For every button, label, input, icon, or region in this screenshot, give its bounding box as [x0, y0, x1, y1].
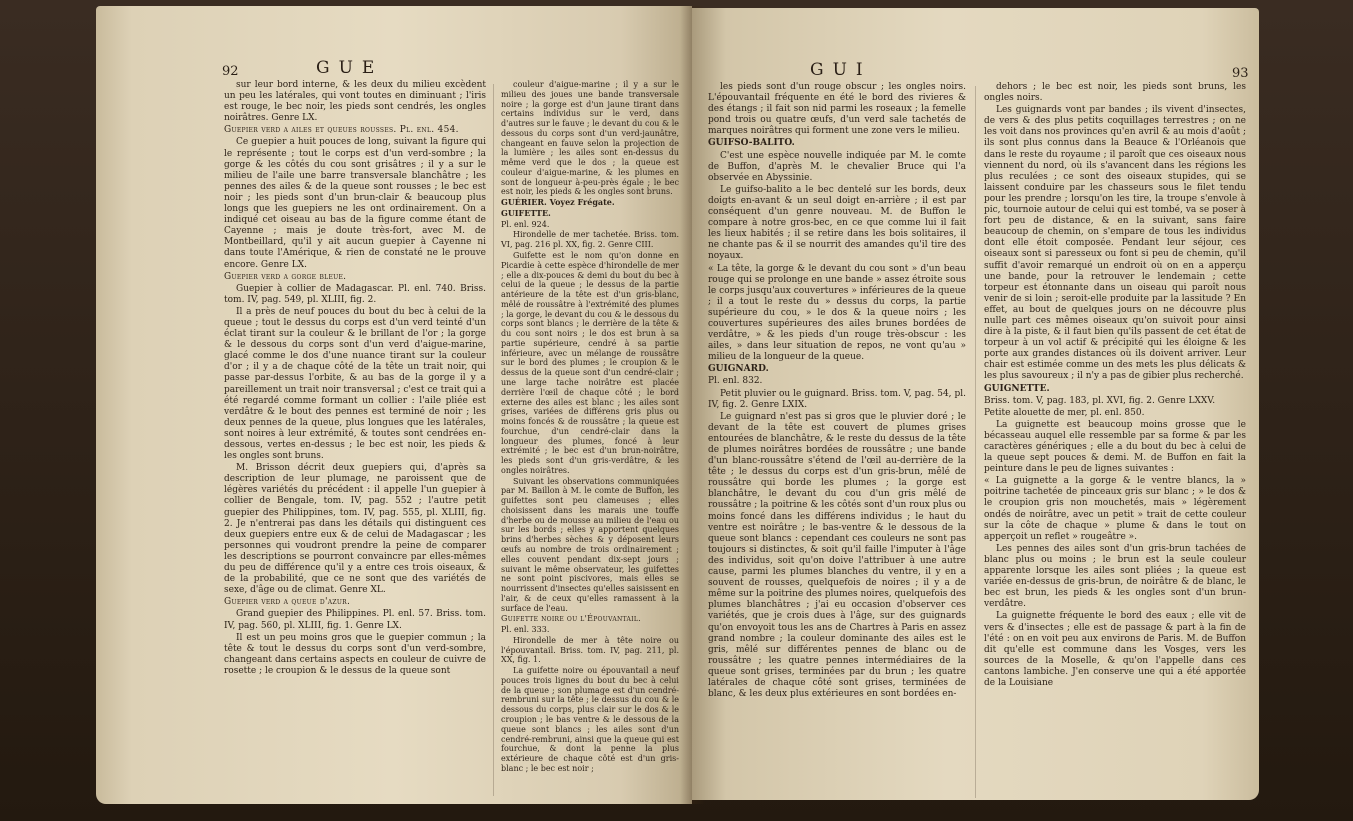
entry-heading: GUIFSO-BALITO. [708, 138, 795, 149]
left-page-number: 92 [222, 64, 239, 79]
paragraph: La guignette fréquente le bord des eaux ; elle vit de vers & d'insectes ; elle est de passage & part à la fin de l'été : on en voit peu aux environs de Paris. M. de Buffon dit qu'elle est commune dans les Vosges, vers les sources de la Moselle, & qu'on l'appelle dans ces cantons lambiche. J'en conserve une qui a été apportée de la Louisiane [984, 611, 1246, 688]
quotation: « La guignette a la gorge & le ventre blancs, la » poitrine tachetée de pinceaux gris sur blanc ; » le dos & le croupion gris non mouchetés, mais » légèrement ondés de noirâtre, avec un petit » trait de cette couleur sur la côte de chaque » plume & dans le tout on apperçoit un reflet » rougeâtre ». [984, 476, 1246, 542]
entry-heading: GUÉRIER. Voyez Frégate. [501, 197, 615, 208]
entry-heading: GUIGNETTE. [984, 383, 1050, 394]
entry-heading: Guifette noire ou l'Épouvantail. [501, 614, 641, 624]
paragraph: Ce guepier a huit pouces de long, suivant la figure qui le représente ; tout le corps est d'un verd-sombre ; la gorge & les côtés du cou sont grisâtres ; il y a sur le milieu de l'aile une barre transversale blanchâtre ; les pennes des ailes & de la queue sont rousses ; le bec est noir ; les pieds sont d'un brun-clair & beaucoup plus longs que les guepiers ne les ont ordinairement. On a indiqué cet oiseau au bas de la figure comme étant de Cayenne ; mais je doute très-fort, avec M. de Montbeillard, qu'il y ait aucun guepier à Cayenne ni dans toute l'Amérique, & rien de constaté ne le prouve encore. Genre LX. [224, 137, 486, 270]
paragraph: Grand guepier des Philippines. Pl. enl. 57. Briss. tom. IV, pag. 560, pl. XLIII, fig. 1. Genre LX. [224, 609, 486, 631]
paragraph: Le guifso-balito a le bec dentelé sur les bords, deux doigts en-avant & un seul doigt en-arrière ; il est par conséquent d'un genre nouveau. M. de Buffon le compare à notre gros-bec, en ce que comme lui il fait les lieux habités ; il se retire dans les bois solitaires, il ne chante pas & il se nourrit des amandes qu'il tire des noyaux. [708, 184, 966, 262]
paragraph: Il est un peu moins gros que le guepier commun ; la tête & tout le dessus du corps sont d'un verd-sombre, changeant dans certains aspects en couleur de cuivre de rosette ; le croupion & le dessus de la queue sont [224, 632, 486, 676]
paragraph: dehors ; le bec est noir, les pieds sont bruns, les ongles noirs. [984, 82, 1246, 104]
paragraph: Les pennes des ailes sont d'un gris-brun tachées de blanc plus ou moins ; le brun est la seule couleur apparente lorsque les ailes sont pliées ; la queue est variée en-dessus de gris-brun, de noirâtre & de blanc, le bec est brun, les pieds & les ongles sont d'un brun-verdâtre. [984, 543, 1246, 610]
right-page-number: 93 [1232, 66, 1249, 81]
paragraph: Les guignards vont par bandes ; ils vivent d'insectes, de vers & des plus petits coquillages terrestres ; on ne les voit dans nos provinces qu'en avril & au mois d'août ; ils sont plus connus dans la Beauce & l'Orléanois que dans le reste du royaume ; il paroît que ces oiseaux nous viennent du nord, où ils s'avancent dans les régions les plus reculées ; ce sont des oiseaux stupides, qui se laissent conduire par les chasseurs sous le filet tendu pour les prendre ; lorsqu'on les tire, la troupe s'envole à pic, tournoie autour de celui qui est tombé, va se poser à fort peu de distance, & en la suivant, sans faire beaucoup de chemin, on s'empare de tous les individus dont elle étoit composée. Pendant leur séjour, ces oiseaux sont si paresseux ou font si peu de chemin, qu'il suffit d'avoir remarqué un endroit où on en a apperçu une bande, pour la retrouver le lendemain ; cette torpeur est étonnante dans un oiseau qui paroît nous venir de si loin ; seroit-elle produite par la lassitude ? En effet, au bout de quelques jours on ne découvre plus nulle part ces mêmes oiseaux qu'on suivoit pour ainsi dire à la piste, & il faut bien qu'ils passent de cet état de torpeur à un vol actif & précipité qui les éloigne & les porte aux grandes distances où ils doivent arriver. Leur chair est estimée comme un des mets les plus délicats & les plus savoureux ; il n'y a pas de gibier plus recherché. [984, 105, 1246, 382]
column-divider [493, 84, 494, 796]
paragraph: les pieds sont d'un rouge obscur ; les ongles noirs. L'épouvantail fréquente en été le bord des rivieres & des étangs ; il fait son nid parmi les roseaux ; la femelle pond trois ou quatre œufs, d'un verd sale tachetés de marques noirâtres qui forment une zone vers le milieu. [708, 82, 966, 137]
entry-heading: GUIFETTE. [501, 207, 551, 218]
paragraph: La guignette est beaucoup moins grosse que le bécasseau auquel elle ressemble par sa forme & par les caractères génériques ; elle a du bout du bec à celui de la queue sept pouces & demi. M. de Buffon en fait la peinture dans le peu de lignes suivantes : [984, 419, 1246, 475]
right-column-1 [708, 82, 966, 701]
right-running-head: GUI [810, 60, 872, 80]
plate-reference: Petite alouette de mer, pl. enl. 850. [984, 407, 1145, 418]
paragraph: Le guignard n'est pas si gros que le pluvier doré ; le devant de la tête est couvert de plumes grises entourées de blanchâtre, & le reste du dessus de la tête de plumes noirâtres bordées de roussâtre ; une bande d'un blanc-roussâtre s'étend de l'œil au-derrière de la tête ; le dessus du corps est d'un gris-brun, mêlé de roussâtre qui borde les plumes ; la gorge est blanchâtre, le devant du cou d'un gris mêlé de roussâtre ; la poitrine & les côtés sont d'un roux plus ou moins foncé dans les différens individus ; le haut du ventre est noirâtre ; le bas-ventre & le dessous de la queue sont blancs : cependant ces couleurs ne sont pas toujours si distinctes, & soit qu'il faille l'imputer à l'âge des individus, soit qu'on doive l'attribuer à une autre cause, parmi les plumes blanches du ventre, il y en a souvent de rousses, quelquefois de noires ; il y a de même sur la poitrine des plumes noires, quelquefois des plumes blanchâtres ; j'ai eu occasion d'observer ces variétés, que je crois dues à l'âge, sur des guignards qu'on envoyoit tous les ans de Chartres à Paris en assez grand nombre ; la couleur dominante des ailes est le gris, mêlé sur différentes pennes de blanc ou de roussâtre ; les quatre pennes intermédiaires de la queue sont grises, terminées par du brun ; les quatre latérales de chaque côté sont grises, terminées de blanc, & les deux plus extérieures en sont bordées en- [708, 411, 966, 700]
paragraph: couleur d'aigue-marine ; il y a sur le milieu des joues une bande transversale noire ; la gorge est d'un jaune tirant dans certains individus sur le verd, dans d'autres sur le fauve ; le devant du cou & le dessous du corps sont d'un verd-jaunâtre, changeant en fauve selon la projection de la lumière ; les ailes sont en-dessus du même verd que le dos ; la queue est couleur d'aigue-marine, & les plumes en sont de longueur à-peu-près égale ; le bec est noir, les pieds & les ongles sont bruns. [501, 80, 679, 197]
entry-heading: Guepier verd a ailes et queues rousses. Pl. enl. 454. [224, 125, 459, 136]
entry-heading: Guepier verd a queue d'azur. [224, 597, 351, 608]
paragraph: Il a près de neuf pouces du bout du bec à celui de la queue ; tout le dessus du corps est d'un verd teinté d'un éclat tirant sur la couleur & le brillant de l'or ; la gorge & le dessous du corps sont d'un verd d'aigue-marine, glacé comme le dos d'une nuance tirant sur la couleur d'or ; il y a de chaque côté de la tête un trait noir, qui passe par-dessus l'orbite, & au bas de la gorge il y a pareillement un trait noir transversal ; c'est ce trait qui a été regardé comme formant un collier : l'aile pliée est verdâtre & le bout des pennes est terminé de noir ; les deux pennes de la queue, plus longues que les latérales, sont noires à leur extrémité, & toutes sont cendrées en-dessous, vertes en-dessus ; le bec est noir, les pieds & les ongles sont bruns. [224, 306, 486, 462]
paragraph: Hirondelle de mer tachetée. Briss. tom. VI, pag. 216 pl. XX, fig. 2. Genre CIII. [501, 230, 679, 250]
entry-heading: GUIGNARD. [708, 364, 769, 375]
right-column-2 [984, 82, 1246, 690]
paragraph: La guifette noire ou épouvantail a neuf pouces trois lignes du bout du bec à celui de la queue ; son plumage est d'un cendré-rembruni sur la tête ; le dessus du cou & le dessous du corps, plus clair sur le dos & le croupion ; le bas ventre & le dessous de la queue sont blancs ; les ailes sont d'un cendré-rembruni, ainsi que la queue qui est fourchue, & dont la penne la plus extérieure de chaque côté est d'un gris-blanc ; le bec est noir ; [501, 666, 679, 773]
paragraph: Guifette est le nom qu'on donne en Picardie à cette espèce d'hirondelle de mer ; elle a dix-pouces & demi du bout du bec à celui de la queue ; le dessus de la partie antérieure de la tête est d'un gris-blanc, mêlé de roussâtre à l'extrémité des plumes ; la gorge, le devant du cou & le dessous du corps sont blancs ; le derrière de la tête & du cou sont noirs ; le dos est brun à sa partie supérieure, cendré à sa partie inférieure, avec un mélange de roussâtre sur le bord des plumes ; le croupion & le dessus de la queue sont d'un cendré-clair ; une large tache noirâtre est placée derrière l'œil de chaque côté ; le bord externe des ailes est blanc ; les ailes sont grises, variées de différens gris plus ou moins foncés & de roussâtre ; la queue est fourchue, d'un cendré-clair dans la longueur des plumes, foncé à leur extrémité ; le bec est d'un brun-noirâtre, les pieds sont d'un gris-verdâtre, & les ongles noirâtres. [501, 251, 679, 475]
paragraph: sur leur bord interne, & les deux du milieu excèdent un peu les latérales, qui vont toutes en diminuant ; l'iris est rouge, le bec noir, les pieds sont cendrés, les ongles noirâtres. Genre LX. [224, 80, 486, 124]
left-column-1 [224, 80, 486, 678]
plate-reference: Briss. tom. V, pag. 183, pl. XVI, fig. 2. Genre LXXV. [984, 395, 1216, 406]
quotation: « La tête, la gorge & le devant du cou sont » d'un beau rouge qui se prolonge en une bande » assez étroite sous le corps jusqu'aux couvertures » inférieures de la queue ; il a tout le reste du » dessus du corps, la partie supérieure du cou, » le dos & la queue noirs ; les couvertures supérieures des ailes brunes bordées de verdâtre, » & les pieds d'un rouge très-obscur : les ailes, » dans leur situation de repos, ne vont qu'au » milieu de la longueur de la queue. [708, 263, 966, 363]
plate-reference: Pl. enl. 333. [501, 625, 550, 635]
plate-reference: Pl. enl. 924. [501, 219, 550, 229]
left-page [96, 6, 692, 804]
column-divider [975, 86, 976, 798]
entry-heading: Guepier verd a gorge bleue. [224, 271, 347, 282]
paragraph: Suivant les observations communiquées par M. Baillon à M. le comte de Buffon, les guifettes sont peu clameuses ; elles choisissent dans les marais une touffe d'herbe ou de mousse au milieu de l'eau ou sur les bords ; elles y apportent quelques brins d'herbes sèches & y déposent leurs œufs au nombre de trois ordinairement ; elles couvent pendant dix-sept jours ; suivant le même observateur, les guifettes ne sont point piscivores, mais elles se nourrissent d'insectes qu'elles saisissent en l'air, & de ceux qu'elles ramassent à la surface de l'eau. [501, 476, 679, 613]
paragraph: Hirondelle de mer à tête noire ou l'épouvantail. Briss. tom. IV, pag. 211, pl. XX, fig. 1. [501, 635, 679, 665]
paragraph: Petit pluvier ou le guignard. Briss. tom. V, pag. 54, pl. IV, fig. 2. Genre LXIX. [708, 388, 966, 410]
right-page [692, 8, 1259, 800]
paragraph: Guepier à collier de Madagascar. Pl. enl. 740. Briss. tom. IV, pag. 549, pl. XLIII, fig. 2. [224, 283, 486, 305]
left-column-2 [501, 80, 679, 775]
plate-reference: Pl. enl. 832. [708, 376, 763, 387]
paragraph: M. Brisson décrit deux guepiers qui, d'après sa description de leur plumage, ne paroissent que de légères variétés du précédent : il appelle l'un guepier à collier de Bengale, tom. IV, pag. 552 ; l'autre petit guepier des Philippines, tom. IV, pag. 555, pl. XLIII, fig. 2. Je n'entrerai pas dans les détails qui distinguent ces deux guepiers entre eux & de celui de Madagascar ; les personnes qui voudront prendre la peine de comparer les descriptions se pourront convaincre par elles-mêmes du peu de différence qu'il y a entre ces trois oiseaux, & de la probabilité, que ce ne sont que des variétés de sexe, d'âge ou de climat. Genre XL. [224, 463, 486, 596]
left-running-head: GUE [316, 58, 384, 78]
paragraph: C'est une espèce nouvelle indiquée par M. le comte de Buffon, d'après M. le chevalier Bruce qui l'a observée en Abyssinie. [708, 150, 966, 183]
